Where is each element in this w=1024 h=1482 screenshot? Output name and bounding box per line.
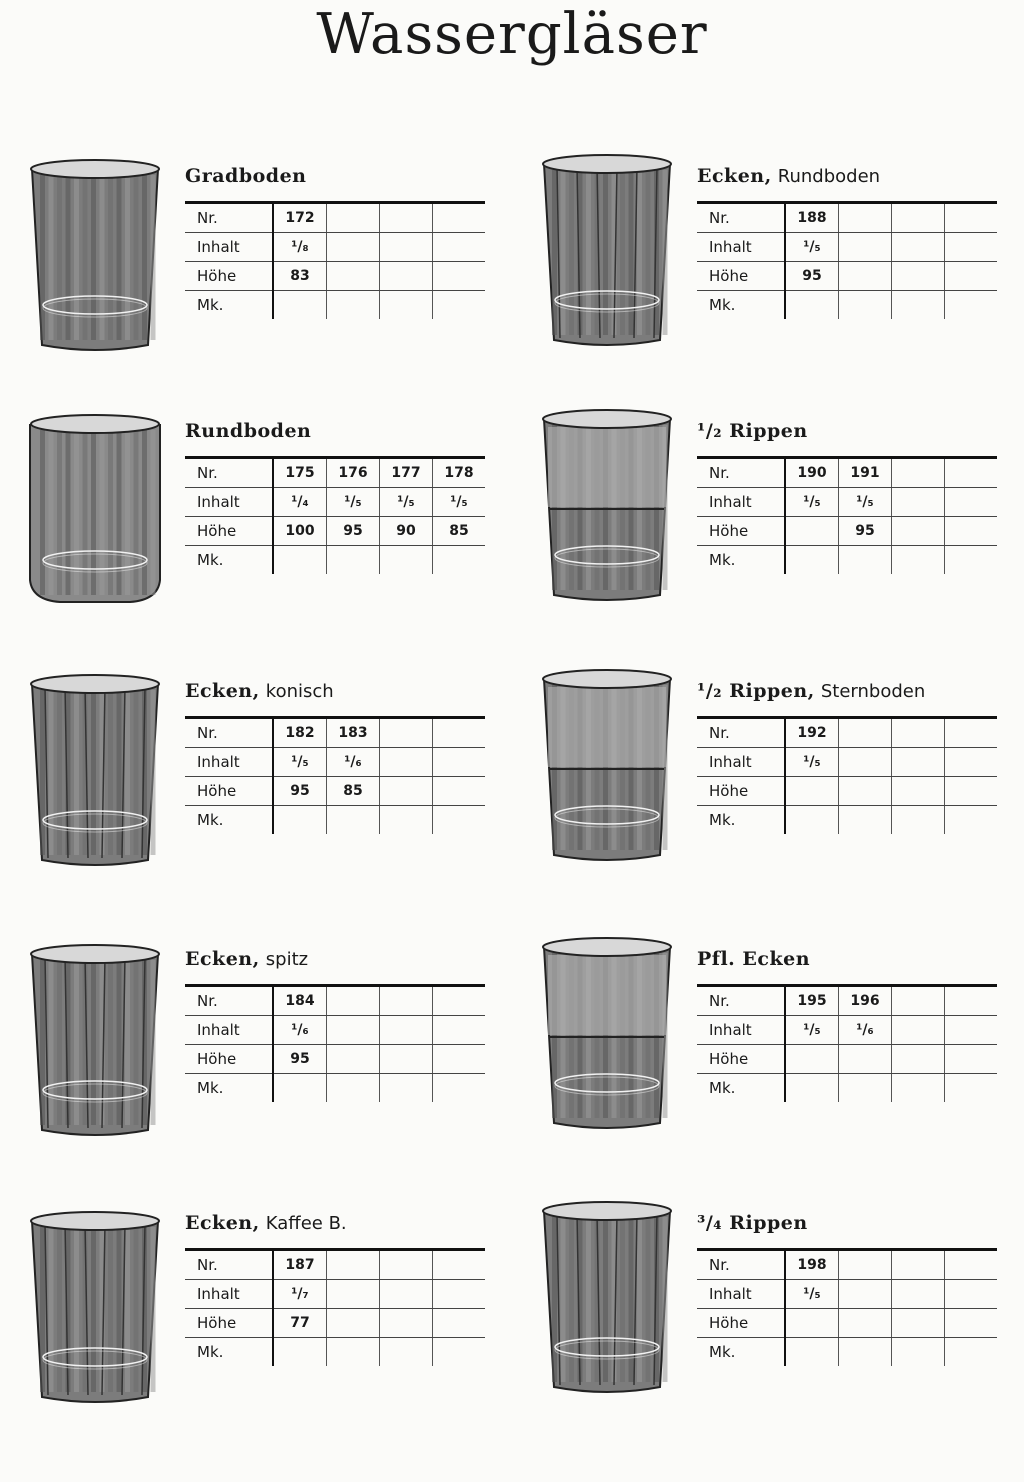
cell-hoehe-2: [839, 262, 892, 291]
cell-mk-4: [433, 291, 486, 320]
cell-nr-4: [433, 1250, 486, 1280]
row-nr: [697, 986, 997, 1016]
cell-inhalt-1: ¹/₅: [785, 1016, 839, 1045]
cell-nr-1: 198: [785, 1250, 839, 1280]
spec-table: [185, 201, 485, 319]
row-inhalt: [697, 1280, 997, 1309]
label-nr: Nr.: [185, 458, 273, 488]
cell-inhalt-4: [433, 233, 486, 262]
cell-hoehe-1: [785, 1309, 839, 1338]
row-mk: [185, 1074, 485, 1103]
cell-hoehe-2: 85: [327, 777, 380, 806]
row-nr: [185, 986, 485, 1016]
label-nr: Nr.: [185, 1250, 273, 1280]
item-heading: [697, 420, 808, 442]
cell-nr-3: [380, 1250, 433, 1280]
cell-nr-1: 190: [785, 458, 839, 488]
cell-mk-3: [380, 1338, 433, 1367]
label-nr: Nr.: [185, 986, 273, 1016]
label-hoehe: Höhe: [185, 517, 273, 546]
catalog-item-3: [0, 420, 512, 690]
row-mk: [697, 806, 997, 835]
glass-illustration: [20, 155, 170, 355]
cell-hoehe-4: [433, 1309, 486, 1338]
row-hoehe: [185, 777, 485, 806]
cell-hoehe-3: [380, 1309, 433, 1338]
cell-nr-2: [839, 203, 892, 233]
cell-hoehe-1: [785, 777, 839, 806]
cell-inhalt-1: ¹/₅: [785, 488, 839, 517]
cell-nr-2: [327, 203, 380, 233]
cell-inhalt-3: [892, 488, 945, 517]
row-nr: [185, 1250, 485, 1280]
row-mk: [185, 1338, 485, 1367]
cell-inhalt-1: ¹/₈: [273, 233, 327, 262]
label-inhalt: Inhalt: [185, 488, 273, 517]
label-inhalt: Inhalt: [697, 748, 785, 777]
cell-inhalt-3: [380, 748, 433, 777]
item-heading: [185, 680, 334, 702]
label-nr: Nr.: [697, 203, 785, 233]
cell-nr-3: [892, 986, 945, 1016]
spec-table: [697, 984, 997, 1102]
cell-inhalt-4: [945, 748, 998, 777]
item-title: Ecken,: [185, 1212, 260, 1234]
cell-hoehe-2: 95: [839, 517, 892, 546]
cell-inhalt-1: ¹/₅: [785, 748, 839, 777]
cell-hoehe-2: [327, 1045, 380, 1074]
cell-inhalt-2: [327, 233, 380, 262]
row-nr: [697, 1250, 997, 1280]
cell-inhalt-4: [433, 748, 486, 777]
row-inhalt: [697, 488, 997, 517]
cell-nr-2: [839, 718, 892, 748]
cell-nr-1: 195: [785, 986, 839, 1016]
spec-table: [185, 456, 485, 574]
item-title: Rundboden: [185, 420, 312, 442]
cell-mk-1: [273, 806, 327, 835]
cell-nr-3: [892, 203, 945, 233]
cell-mk-2: [327, 291, 380, 320]
row-inhalt: [185, 748, 485, 777]
cell-inhalt-1: ¹/₅: [785, 1280, 839, 1309]
cell-mk-2: [327, 546, 380, 575]
catalog-item-8: [512, 948, 1024, 1218]
cell-mk-2: [327, 1338, 380, 1367]
row-inhalt: [185, 233, 485, 262]
item-heading: [185, 1212, 347, 1234]
label-inhalt: Inhalt: [185, 1280, 273, 1309]
row-mk: [697, 291, 997, 320]
label-hoehe: Höhe: [697, 517, 785, 546]
cell-nr-3: [892, 1250, 945, 1280]
label-hoehe: Höhe: [185, 262, 273, 291]
label-mk: Mk.: [697, 546, 785, 575]
item-subtitle: Kaffee B.: [265, 1213, 347, 1234]
cell-hoehe-4: [433, 1045, 486, 1074]
cell-mk-1: [785, 1338, 839, 1367]
cell-hoehe-2: [327, 262, 380, 291]
cell-mk-4: [433, 806, 486, 835]
label-hoehe: Höhe: [185, 1309, 273, 1338]
cell-mk-1: [273, 1074, 327, 1103]
cell-inhalt-2: [839, 748, 892, 777]
cell-nr-1: 184: [273, 986, 327, 1016]
cell-mk-3: [892, 806, 945, 835]
label-hoehe: Höhe: [185, 777, 273, 806]
label-mk: Mk.: [185, 546, 273, 575]
cell-nr-4: [945, 986, 998, 1016]
cell-hoehe-4: [945, 1309, 998, 1338]
glass-illustration: [532, 405, 682, 605]
catalog-item-7: [0, 948, 512, 1218]
cell-mk-3: [380, 1074, 433, 1103]
cell-inhalt-1: ¹/₅: [785, 233, 839, 262]
cell-hoehe-4: [945, 1045, 998, 1074]
cell-mk-1: [785, 291, 839, 320]
label-mk: Mk.: [185, 1074, 273, 1103]
item-title: Ecken,: [697, 165, 772, 187]
label-hoehe: Höhe: [697, 1045, 785, 1074]
catalog-item-9: [0, 1212, 512, 1482]
cell-hoehe-4: [945, 262, 998, 291]
cell-mk-2: [839, 546, 892, 575]
cell-nr-2: 196: [839, 986, 892, 1016]
cell-hoehe-1: 95: [273, 1045, 327, 1074]
catalog-item-4: [512, 420, 1024, 690]
cell-mk-2: [839, 806, 892, 835]
label-inhalt: Inhalt: [697, 488, 785, 517]
label-mk: Mk.: [697, 1074, 785, 1103]
label-mk: Mk.: [185, 806, 273, 835]
row-mk: [697, 1074, 997, 1103]
spec-table: [697, 716, 997, 834]
row-hoehe: [697, 1045, 997, 1074]
item-heading: [697, 948, 810, 970]
cell-inhalt-3: [380, 1016, 433, 1045]
item-heading: [185, 420, 311, 442]
label-inhalt: Inhalt: [185, 748, 273, 777]
row-nr: [697, 458, 997, 488]
cell-mk-3: [892, 1338, 945, 1367]
catalog-item-6: [512, 680, 1024, 950]
item-heading: [697, 680, 925, 702]
row-inhalt: [185, 1280, 485, 1309]
cell-inhalt-2: [327, 1016, 380, 1045]
glass-illustration: [20, 410, 170, 610]
cell-hoehe-3: [892, 517, 945, 546]
catalog-item-1: [0, 165, 512, 435]
item-subtitle: Rundboden: [777, 166, 881, 187]
cell-inhalt-4: [945, 233, 998, 262]
item-heading: [185, 165, 306, 187]
cell-nr-4: [945, 718, 998, 748]
cell-mk-4: [433, 1074, 486, 1103]
cell-nr-4: 178: [433, 458, 486, 488]
cell-hoehe-4: 85: [433, 517, 486, 546]
row-inhalt: [185, 1016, 485, 1045]
glass-illustration: [20, 670, 170, 870]
item-heading: [185, 948, 308, 970]
cell-mk-2: [839, 1074, 892, 1103]
cell-mk-4: [433, 546, 486, 575]
cell-mk-1: [785, 546, 839, 575]
cell-inhalt-2: [839, 233, 892, 262]
glass-illustration: [20, 940, 170, 1140]
cell-mk-3: [380, 291, 433, 320]
label-hoehe: Höhe: [697, 777, 785, 806]
cell-mk-4: [945, 1338, 998, 1367]
cell-hoehe-3: [380, 262, 433, 291]
label-nr: Nr.: [185, 203, 273, 233]
cell-mk-4: [945, 806, 998, 835]
cell-nr-1: 192: [785, 718, 839, 748]
catalog-item-5: [0, 680, 512, 950]
row-mk: [697, 1338, 997, 1367]
label-inhalt: Inhalt: [697, 1280, 785, 1309]
cell-hoehe-2: [327, 1309, 380, 1338]
cell-nr-1: 172: [273, 203, 327, 233]
row-mk: [185, 291, 485, 320]
cell-nr-3: [892, 458, 945, 488]
cell-inhalt-4: [945, 1280, 998, 1309]
cell-hoehe-1: 95: [785, 262, 839, 291]
row-mk: [185, 546, 485, 575]
cell-nr-3: [380, 986, 433, 1016]
label-mk: Mk.: [185, 291, 273, 320]
row-hoehe: [185, 517, 485, 546]
label-hoehe: Höhe: [697, 1309, 785, 1338]
cell-inhalt-3: [892, 1016, 945, 1045]
cell-mk-1: [273, 1338, 327, 1367]
item-heading: [697, 165, 880, 187]
spec-table: [185, 1248, 485, 1366]
cell-inhalt-2: [327, 1280, 380, 1309]
cell-hoehe-1: 95: [273, 777, 327, 806]
label-nr: Nr.: [697, 1250, 785, 1280]
cell-hoehe-3: [892, 1045, 945, 1074]
cell-hoehe-3: [892, 777, 945, 806]
glass-illustration: [532, 665, 682, 865]
cell-nr-4: [433, 203, 486, 233]
cell-mk-3: [892, 546, 945, 575]
cell-nr-2: 176: [327, 458, 380, 488]
row-hoehe: [185, 262, 485, 291]
catalog-item-2: [512, 165, 1024, 435]
cell-hoehe-2: [839, 1309, 892, 1338]
cell-inhalt-3: [892, 1280, 945, 1309]
cell-mk-1: [785, 806, 839, 835]
label-inhalt: Inhalt: [697, 233, 785, 262]
cell-mk-1: [273, 546, 327, 575]
row-hoehe: [697, 517, 997, 546]
cell-nr-3: [380, 203, 433, 233]
label-nr: Nr.: [185, 718, 273, 748]
cell-hoehe-4: [433, 777, 486, 806]
cell-hoehe-4: [433, 262, 486, 291]
item-title: Ecken,: [185, 680, 260, 702]
row-mk: [185, 806, 485, 835]
glass-illustration: [532, 150, 682, 350]
row-nr: [697, 203, 997, 233]
cell-hoehe-2: [839, 1045, 892, 1074]
item-title: ¹/₂ Rippen: [697, 420, 808, 442]
label-inhalt: Inhalt: [185, 1016, 273, 1045]
item-title: Ecken,: [185, 948, 260, 970]
cell-inhalt-3: [380, 233, 433, 262]
cell-nr-4: [945, 1250, 998, 1280]
cell-nr-4: [945, 458, 998, 488]
cell-hoehe-1: 100: [273, 517, 327, 546]
cell-mk-2: [327, 1074, 380, 1103]
cell-mk-4: [945, 1074, 998, 1103]
cell-mk-2: [839, 1338, 892, 1367]
cell-inhalt-2: ¹/₆: [839, 1016, 892, 1045]
item-title: Pfl. Ecken: [697, 948, 811, 970]
item-title: Gradboden: [185, 165, 307, 187]
cell-mk-1: [273, 291, 327, 320]
cell-hoehe-4: [945, 777, 998, 806]
row-hoehe: [697, 777, 997, 806]
cell-mk-4: [945, 546, 998, 575]
label-nr: Nr.: [697, 718, 785, 748]
item-subtitle: konisch: [265, 681, 334, 702]
catalog-item-10: [512, 1212, 1024, 1482]
cell-inhalt-4: [945, 488, 998, 517]
cell-inhalt-4: [433, 1016, 486, 1045]
cell-inhalt-1: ¹/₇: [273, 1280, 327, 1309]
label-hoehe: Höhe: [185, 1045, 273, 1074]
row-hoehe: [697, 262, 997, 291]
spec-table: [697, 201, 997, 319]
cell-nr-4: [945, 203, 998, 233]
cell-hoehe-2: 95: [327, 517, 380, 546]
item-subtitle: Sternboden: [820, 681, 926, 702]
glass-illustration: [532, 1197, 682, 1397]
cell-inhalt-2: ¹/₅: [327, 488, 380, 517]
row-nr: [185, 203, 485, 233]
label-nr: Nr.: [697, 986, 785, 1016]
label-hoehe: Höhe: [697, 262, 785, 291]
cell-nr-4: [433, 986, 486, 1016]
row-mk: [697, 546, 997, 575]
row-inhalt: [697, 233, 997, 262]
item-title: ³/₄ Rippen: [697, 1212, 808, 1234]
cell-nr-2: 183: [327, 718, 380, 748]
cell-inhalt-3: [892, 233, 945, 262]
cell-hoehe-1: [785, 1045, 839, 1074]
cell-hoehe-1: 83: [273, 262, 327, 291]
cell-inhalt-2: ¹/₅: [839, 488, 892, 517]
cell-hoehe-3: [892, 1309, 945, 1338]
page-title: Wassergläser: [316, 2, 708, 67]
label-nr: Nr.: [697, 458, 785, 488]
cell-mk-3: [380, 806, 433, 835]
row-hoehe: [185, 1309, 485, 1338]
cell-nr-2: 191: [839, 458, 892, 488]
cell-mk-3: [892, 291, 945, 320]
label-mk: Mk.: [697, 291, 785, 320]
label-inhalt: Inhalt: [697, 1016, 785, 1045]
cell-inhalt-3: [892, 748, 945, 777]
cell-hoehe-3: [380, 777, 433, 806]
row-nr: [185, 458, 485, 488]
row-inhalt: [185, 488, 485, 517]
spec-table: [697, 456, 997, 574]
cell-inhalt-1: ¹/₅: [273, 748, 327, 777]
cell-nr-2: [839, 1250, 892, 1280]
cell-mk-4: [433, 1338, 486, 1367]
cell-nr-2: [327, 1250, 380, 1280]
cell-nr-1: 188: [785, 203, 839, 233]
cell-inhalt-4: ¹/₅: [433, 488, 486, 517]
label-inhalt: Inhalt: [185, 233, 273, 262]
cell-mk-3: [380, 546, 433, 575]
cell-nr-3: [892, 718, 945, 748]
row-inhalt: [697, 748, 997, 777]
item-subtitle: spitz: [265, 949, 309, 970]
cell-inhalt-1: ¹/₆: [273, 1016, 327, 1045]
cell-inhalt-4: [433, 1280, 486, 1309]
cell-inhalt-3: ¹/₅: [380, 488, 433, 517]
cell-hoehe-1: 77: [273, 1309, 327, 1338]
cell-hoehe-3: 90: [380, 517, 433, 546]
label-mk: Mk.: [697, 806, 785, 835]
cell-hoehe-4: [945, 517, 998, 546]
spec-table: [185, 716, 485, 834]
cell-mk-2: [327, 806, 380, 835]
cell-inhalt-2: [839, 1280, 892, 1309]
cell-inhalt-1: ¹/₄: [273, 488, 327, 517]
cell-nr-3: 177: [380, 458, 433, 488]
cell-hoehe-2: [839, 777, 892, 806]
label-mk: Mk.: [185, 1338, 273, 1367]
cell-mk-4: [945, 291, 998, 320]
spec-table: [697, 1248, 997, 1366]
item-heading: [697, 1212, 808, 1234]
row-nr: [697, 718, 997, 748]
spec-table: [185, 984, 485, 1102]
cell-inhalt-4: [945, 1016, 998, 1045]
glass-illustration: [20, 1207, 170, 1407]
cell-nr-4: [433, 718, 486, 748]
label-mk: Mk.: [697, 1338, 785, 1367]
cell-nr-1: 187: [273, 1250, 327, 1280]
cell-mk-2: [839, 291, 892, 320]
cell-nr-3: [380, 718, 433, 748]
cell-mk-3: [892, 1074, 945, 1103]
item-title: ¹/₂ Rippen,: [697, 680, 815, 702]
row-hoehe: [185, 1045, 485, 1074]
cell-inhalt-3: [380, 1280, 433, 1309]
row-hoehe: [697, 1309, 997, 1338]
cell-mk-1: [785, 1074, 839, 1103]
cell-hoehe-3: [892, 262, 945, 291]
cell-nr-2: [327, 986, 380, 1016]
row-nr: [185, 718, 485, 748]
row-inhalt: [697, 1016, 997, 1045]
cell-nr-1: 182: [273, 718, 327, 748]
cell-hoehe-1: [785, 517, 839, 546]
glass-illustration: [532, 933, 682, 1133]
cell-hoehe-3: [380, 1045, 433, 1074]
cell-inhalt-2: ¹/₆: [327, 748, 380, 777]
cell-nr-1: 175: [273, 458, 327, 488]
